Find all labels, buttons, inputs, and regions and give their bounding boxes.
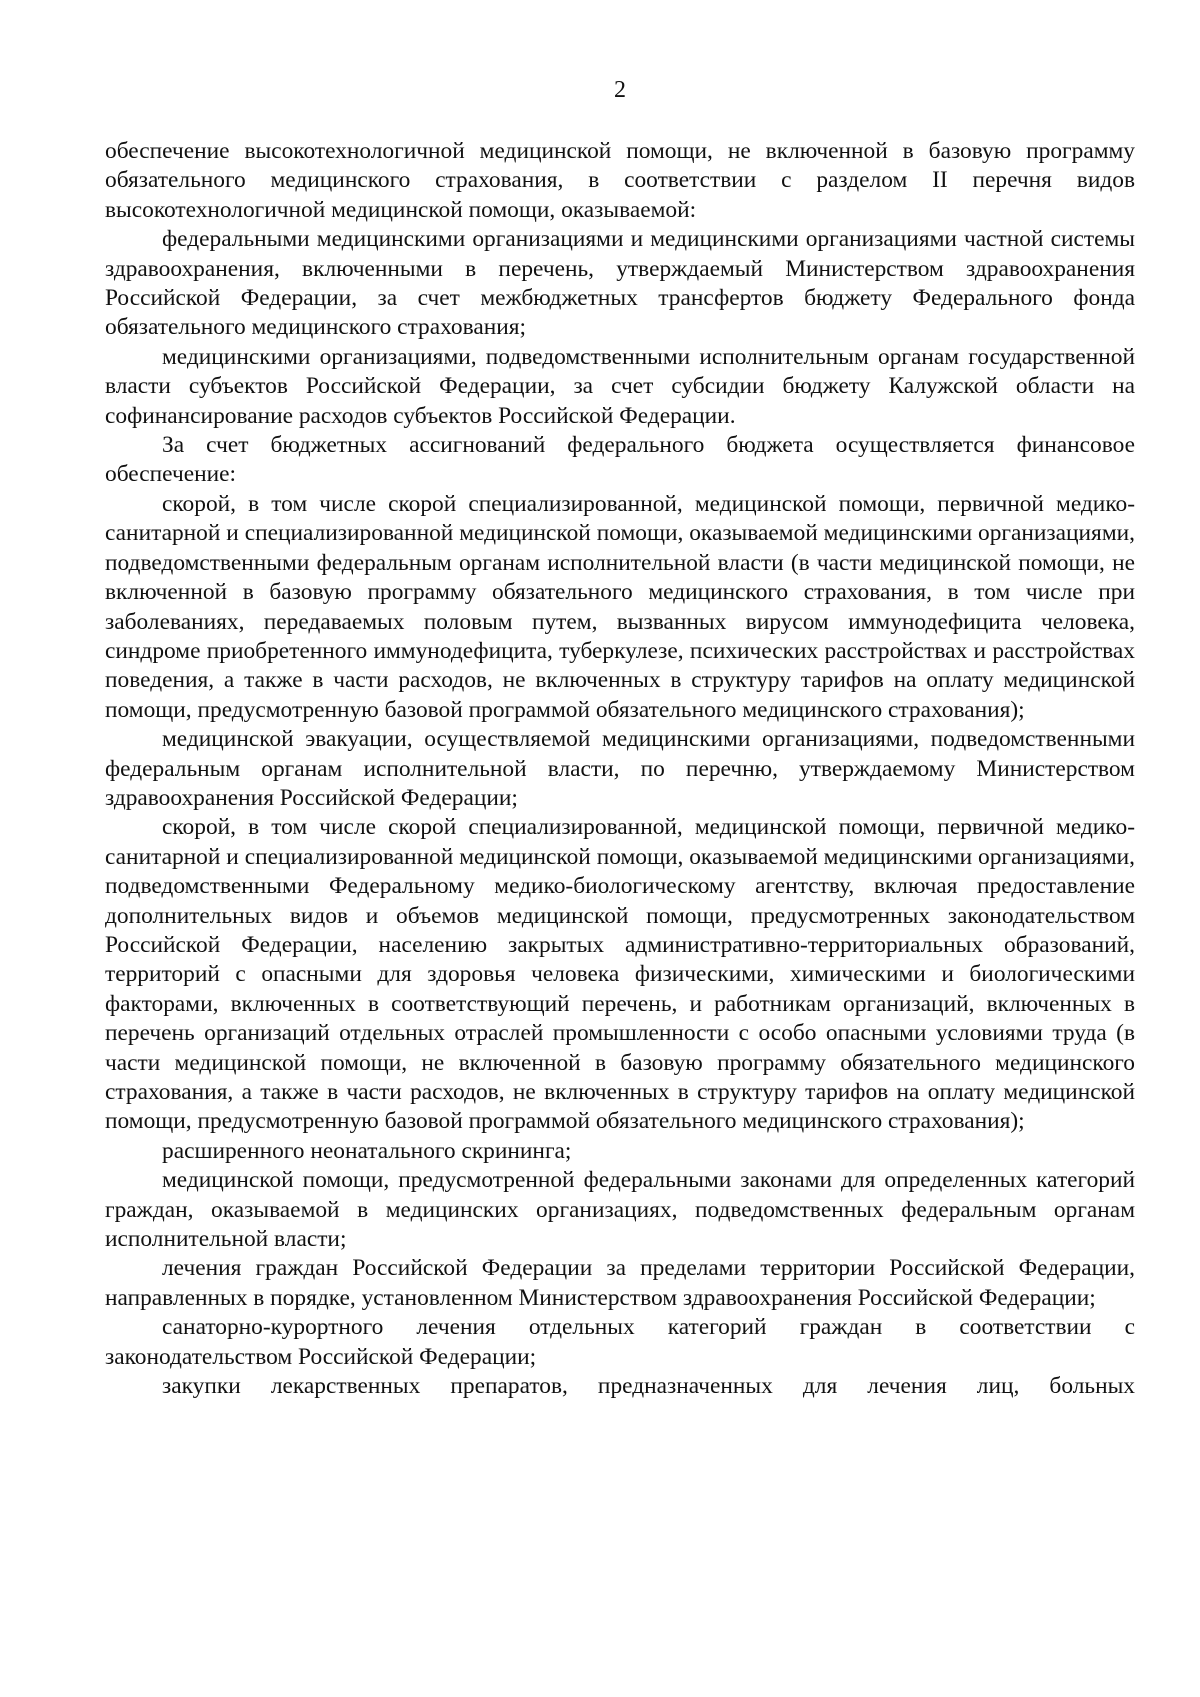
paragraph: расширенного неонатального скрининга; xyxy=(162,1137,572,1164)
document-body xyxy=(105,137,1135,1401)
paragraph: обеспечение высокотехнологичной медицинской помощи, не включенной в базовую программу обязательного медицинского страхования, в соответствии с разделом II перечня видов высокотехнологичной медицинской помощи, оказываемой: xyxy=(105,138,1135,223)
paragraph: За счет бюджетных ассигнований федерального бюджета осуществляется финансовое обеспечение: xyxy=(105,432,1135,488)
paragraph: федеральными медицинскими организациями и медицинскими организациями частной системы здравоохранения, включенными в перечень, утверждаемый Министерством здравоохранения Российской Федерации, за счет межбюджетных трансфертов бюджету Федерального фонда обязательного медицинского страхования; xyxy=(105,226,1135,341)
paragraph: медицинской помощи, предусмотренной федеральными законами для определенных категорий граждан, оказываемой в медицинских организациях, подведомственных федеральным органам исполнительной власти; xyxy=(105,1167,1135,1253)
paragraph: медицинской эвакуации, осуществляемой медицинскими организациями, подведомственными федеральным органам исполнительной власти, по перечню, утверждаемому Министерством здравоохранения Российской Федерации; xyxy=(105,726,1135,811)
paragraph: скорой, в том числе скорой специализированной, медицинской помощи, первичной медико-санитарной и специализированной медицинской помощи, оказываемой медицинскими организациями, подведомственными Федеральному медико-биологическому агентству, включая предоставление дополнительных видов и объемов медицинской помощи, предусмотренных законодательством Российской Федерации, населению закрытых административно-территориальных образований, территорий с опасными для здоровья человека физическими, химическими и биологическими факторами, включенных в соответствующий перечень, и работникам организаций, включенных в перечень организаций отдельных отраслей промышленности с особо опасными условиями труда (в части медицинской помощи, не включенной в базовую программу обязательного медицинского страхования, а также в части расходов, не включенных в структуру тарифов на оплату медицинской помощи, предусмотренную базовой программой обязательного медицинского страхования); xyxy=(105,814,1135,1135)
paragraph: скорой, в том числе скорой специализированной, медицинской помощи, первичной медико-санитарной и специализированной медицинской помощи, оказываемой медицинскими организациями, подведомственными федеральным органам исполнительной власти (в части медицинской помощи, не включенной в базовую программу обязательного медицинского страхования, в том числе при заболеваниях, передаваемых половым путем, вызванных вирусом иммунодефицита человека, синдроме приобретенного иммунодефицита, туберкулезе, психических расстройствах и расстройствах поведения, а также в части расходов, не включенных в структуру тарифов на оплату медицинской помощи, предусмотренную базовой программой обязательного медицинского страхования); xyxy=(105,490,1135,723)
page-number: 2 xyxy=(614,77,626,103)
paragraph: медицинскими организациями, подведомственными исполнительным органам государственной власти субъектов Российской Федерации, за счет субсидии бюджету Калужской области на софинансирование расходов субъектов Российской Федерации. xyxy=(105,343,1135,429)
paragraph: лечения граждан Российской Федерации за пределами территории Российской Федерации, направленных в порядке, установленном Министерством здравоохранения Российской Федерации; xyxy=(105,1255,1135,1311)
paragraph: санаторно-курортного лечения отдельных категорий граждан в соответствии с законодательством Российской Федерации; xyxy=(105,1314,1135,1370)
paragraph: закупки лекарственных препаратов, предназначенных для лечения лиц, больных xyxy=(162,1373,1135,1400)
